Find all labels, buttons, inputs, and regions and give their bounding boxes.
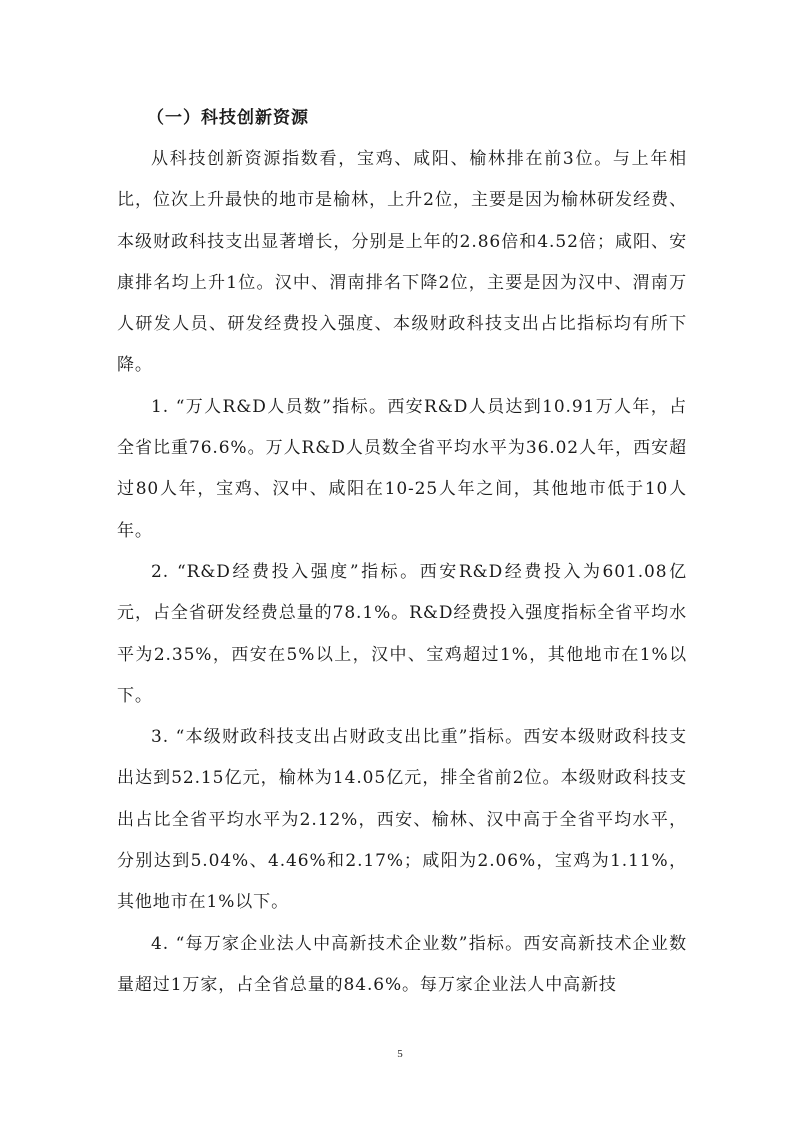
paragraph-indicator-2: 2. “R&D经费投入强度”指标。西安R&D经费投入为601.08亿元，占全省研发经费总量的78.1%。R&D经费投入强度指标全省平均水平为2.35%，西安在5%以上，汉中、宝鸡超过1%，其他地市在1%以下。 — [117, 561, 687, 706]
paragraph-overview: 从科技创新资源指数看，宝鸡、咸阳、榆林排在前3位。与上年相比，位次上升最快的地市是榆林，上升2位，主要是因为榆林研发经费、本级财政科技支出显著增长，分别是上年的2.86倍和4.52倍；咸阳、安康排名均上升1位。汉中、渭南排名下降2位，主要是因为汉中、渭南万人研发人员、研发经费投入强度、本级财政科技支出占比指标均有所下降。 — [117, 149, 687, 376]
page-number: 5 — [397, 1048, 403, 1060]
paragraph-indicator-3: 3. “本级财政科技支出占财政支出比重”指标。西安本级财政科技支出达到52.15亿元，榆林为14.05亿元，排全省前2位。本级财政科技支出占比全省平均水平为2.12%，西安、榆林、汉中高于全省平均水平，分别达到5.04%、4.46%和2.17%；咸阳为2.06%，宝鸡为1.11%，其他地市在1%以下。 — [117, 727, 687, 913]
document-page — [117, 98, 687, 1006]
paragraph-indicator-1: 1. “万人R&D人员数”指标。西安R&D人员达到10.91万人年，占全省比重76.6%。万人R&D人员数全省平均水平为36.02人年，西安超过80人年，宝鸡、汉中、咸阳在10-25人年之间，其他地市低于10人年。 — [117, 396, 687, 541]
paragraph-indicator-4: 4. “每万家企业法人中高新技术企业数”指标。西安高新技术企业数量超过1万家，占全省总量的84.6%。每万家企业法人中高新技 — [117, 933, 687, 995]
section-heading: （一）科技创新资源 — [147, 108, 309, 128]
